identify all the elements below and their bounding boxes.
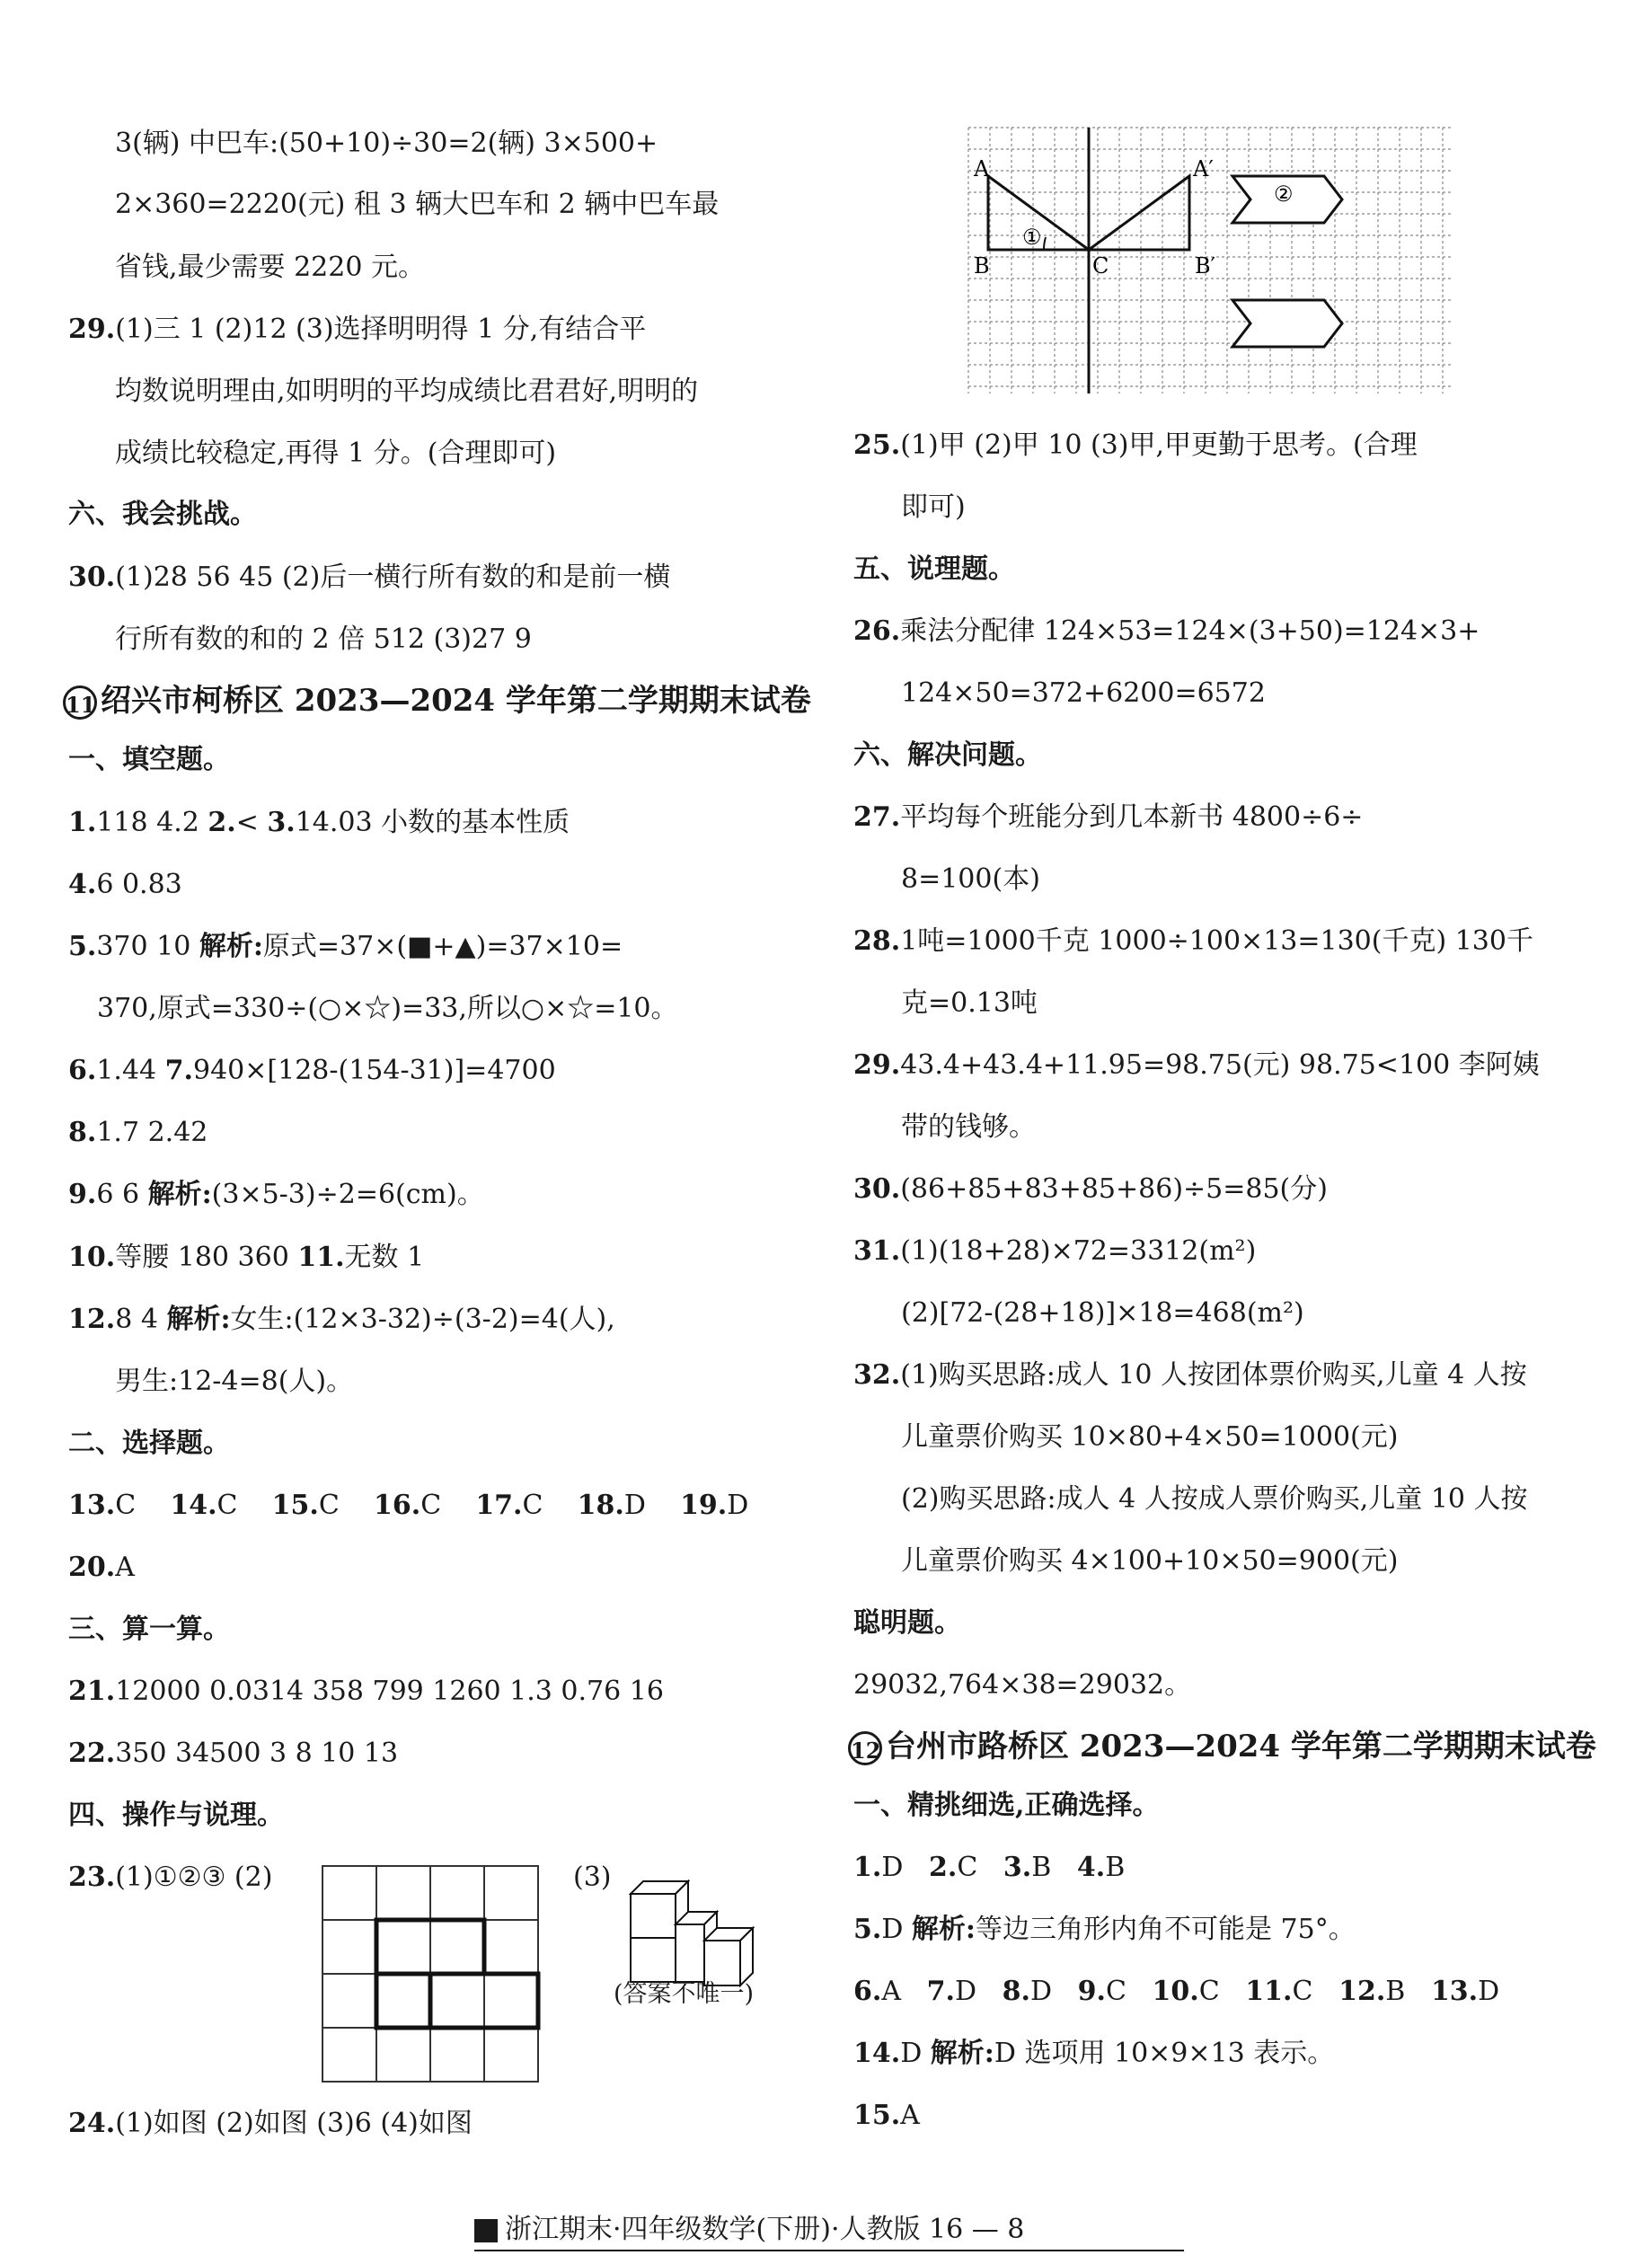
q31-line-2: (2)[72-(28+18)]×18=468(m²) — [901, 1297, 1304, 1329]
q30-line-2: 行所有数的和的 2 倍 512 (3)27 9 — [115, 623, 532, 655]
answer-row-5: 5.370 10 解析:原式=37×(■+▲)=37×10= — [68, 931, 623, 962]
footer-block-icon — [474, 2219, 498, 2242]
answer-23-part-3-label: (3) — [573, 1862, 612, 1893]
q27-line-1: 27.平均每个班能分到几本新书 4800÷6÷ — [853, 801, 1364, 833]
answer-row-13-19: 13.C 14.C 15.C 16.C 17.C 18.D 19.D — [68, 1490, 749, 1521]
page-footer — [474, 2210, 1184, 2251]
answer-row-8: 8.1.7 2.42 — [68, 1117, 208, 1148]
right-answer-row-1-4: 1.D 2.C 3.B 4.B — [853, 1852, 1126, 1883]
left-section-1-heading: 一、填空题。 — [68, 744, 230, 775]
left-continuation-1: 3(辆) 中巴车:(50+10)÷30=2(辆) 3×500+ — [115, 128, 658, 159]
q23-answer-shape — [376, 1920, 538, 2028]
answer-row-1-3: 1.118 4.2 2.< 3.14.03 小数的基本性质 — [68, 807, 570, 838]
label-a-prime: A′ — [1193, 156, 1214, 181]
arrow-shape-translated — [1232, 300, 1342, 347]
angle-mark — [1044, 237, 1046, 250]
left-continuation-3: 省钱,最少需要 2220 元。 — [115, 252, 425, 283]
left-continuation-2: 2×360=2220(元) 租 3 辆大巴车和 2 辆中巴车最 — [115, 189, 720, 220]
right-section-1-heading: 一、精挑细选,正确选择。 — [853, 1790, 1160, 1821]
footer-text: 浙江期末·四年级数学(下册)·人教版 16 — 8 — [505, 2214, 1025, 2245]
q32-line-4: 儿童票价购买 4×100+10×50=900(元) — [901, 1545, 1399, 1577]
q25-line-2: 即可) — [901, 491, 966, 523]
smart-question-answer: 29032,764×38=29032。 — [853, 1669, 1192, 1701]
answer-row-20: 20.A — [68, 1552, 135, 1583]
answer-row-6-7: 6.1.44 7.940×[128-(154-31)]=4700 — [68, 1055, 556, 1086]
smart-question-heading: 聪明题。 — [853, 1607, 961, 1639]
q24-coordinate-grid-figure — [967, 126, 1459, 401]
q27-line-2: 8=100(本) — [901, 863, 1040, 895]
answer-row-22: 22.350 34500 3 8 10 13 — [68, 1738, 399, 1769]
answer-row-9: 9.6 6 解析:(3×5-3)÷2=6(cm)。 — [68, 1179, 484, 1210]
q26-line-2: 124×50=372+6200=6572 — [901, 677, 1266, 709]
q29-line-1: 29.(1)三 1 (2)12 (3)选择明明得 1 分,有结合平 — [68, 314, 647, 345]
answer-row-12: 12.8 4 解析:女生:(12×3-32)÷(3-2)=4(人), — [68, 1304, 615, 1335]
circled-number-12: 12 — [848, 1731, 882, 1765]
right-section-6-heading: 六、解决问题。 — [853, 739, 1042, 771]
answer-row-23: 23.(1)①②③ (2) — [68, 1862, 273, 1893]
right-answer-row-5: 5.D 解析:等边三角形内角不可能是 75°。 — [853, 1914, 1356, 1945]
q32-line-2: 儿童票价购买 10×80+4×50=1000(元) — [901, 1421, 1399, 1453]
answer-row-24: 24.(1)如图 (2)如图 (3)6 (4)如图 — [68, 2108, 473, 2139]
left-section-3-heading: 三、算一算。 — [68, 1614, 230, 1645]
label-b: B — [974, 253, 990, 279]
right-section-5-heading: 五、说理题。 — [853, 553, 1015, 585]
q29-right-line-1: 29.43.4+43.4+11.95=98.75(元) 98.75<100 李阿姨 — [853, 1049, 1540, 1081]
q30-line-1: 30.(1)28 56 45 (2)后一横行所有数的和是前一横 — [68, 562, 671, 593]
q31-line-1: 31.(1)(18+28)×72=3312(m²) — [853, 1235, 1257, 1267]
exam-title-11: 11 绍兴市柯桥区 2023—2024 学年第二学期期末试卷 — [63, 681, 811, 721]
circled-number-11: 11 — [63, 685, 97, 720]
right-answer-row-6-13: 6.A 7.D 8.D 9.C 10.C 11.C 12.B 13.D — [853, 1976, 1500, 2007]
q28-line-1: 28.1吨=1000千克 1000÷100×13=130(千克) 130千 — [853, 925, 1533, 957]
q29-right-line-2: 带的钱够。 — [901, 1111, 1036, 1143]
right-answer-row-14: 14.D 解析:D 选项用 10×9×13 表示。 — [853, 2038, 1335, 2069]
answer-row-4: 4.6 0.83 — [68, 869, 182, 900]
right-answer-row-15: 15.A — [853, 2100, 920, 2131]
exam-title-12: 12 台州市路桥区 2023—2024 学年第二学期期末试卷 — [848, 1727, 1596, 1766]
answer-row-10-11: 10.等腰 180 360 11.无数 1 — [68, 1242, 425, 1273]
q28-line-2: 克=0.13吨 — [901, 987, 1038, 1019]
label-circled-2: ② — [1274, 181, 1294, 207]
q29-line-2: 均数说明理由,如明明的平均成绩比君君好,明明的 — [115, 376, 699, 407]
label-c: C — [1092, 253, 1109, 279]
q32-line-1: 32.(1)购买思路:成人 10 人按团体票价购买,儿童 4 人按 — [853, 1359, 1527, 1391]
q23-grid-figure — [322, 1865, 543, 2086]
label-a: A — [974, 156, 990, 181]
q25-line-1: 25.(1)甲 (2)甲 10 (3)甲,甲更勤于思考。(合理 — [853, 429, 1418, 461]
q32-line-3: (2)购买思路:成人 4 人按成人票价购买,儿童 10 人按 — [901, 1483, 1528, 1515]
q29-line-3: 成绩比较稳定,再得 1 分。(合理即可) — [115, 438, 557, 469]
left-section-4-heading: 四、操作与说理。 — [68, 1800, 284, 1831]
label-b-prime: B′ — [1195, 253, 1216, 279]
answer-row-21: 21.12000 0.0314 358 799 1260 1.3 0.76 16 — [68, 1676, 664, 1707]
left-section-2-heading: 二、选择题。 — [68, 1428, 230, 1459]
q26-line-1: 26.乘法分配律 124×53=124×(3+50)=124×3+ — [853, 615, 1480, 647]
q23-cube-stack-figure — [629, 1870, 764, 1987]
q30-right-line-1: 30.(86+85+83+85+86)÷5=85(分) — [853, 1173, 1328, 1205]
left-section-6-heading: 六、我会挑战。 — [68, 499, 257, 530]
answer-row-12-cont: 男生:12-4=8(人)。 — [115, 1366, 354, 1397]
triangle-a2b2c — [1089, 176, 1189, 250]
answer-row-5-cont: 370,原式=330÷(○×☆)=33,所以○×☆=10。 — [97, 993, 678, 1024]
label-circled-1: ① — [1022, 225, 1042, 250]
answer-23-note: (答案不唯一) — [614, 1980, 755, 2008]
